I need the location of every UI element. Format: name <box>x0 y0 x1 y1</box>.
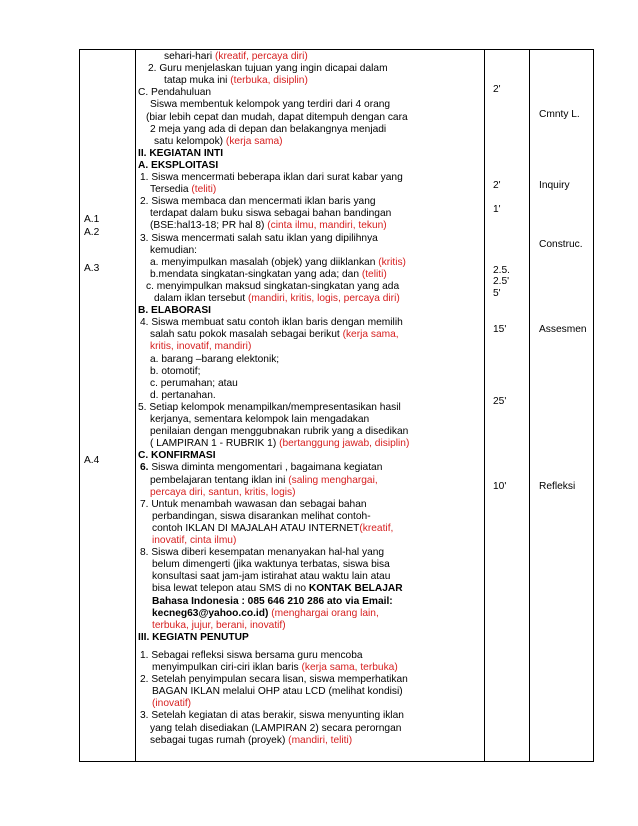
activity-line <box>150 124 386 136</box>
activity-line <box>140 462 382 474</box>
activity-line <box>164 51 308 63</box>
text-segment: 3. Siswa mencermati salah satu iklan yang dipilihnya <box>140 232 378 244</box>
text-segment: b. otomotif; <box>150 365 201 377</box>
text-segment: Bahasa Indonesia : 085 646 210 286 ato via Email: <box>152 595 393 607</box>
time-allocation: 2' <box>493 84 501 95</box>
activity-line <box>154 293 400 305</box>
activity-line <box>150 414 369 426</box>
text-segment: 6. <box>140 462 149 474</box>
activity-line <box>152 698 191 710</box>
time-allocation: 5' <box>493 288 501 299</box>
text-segment: (kerja sama, <box>342 329 399 341</box>
activity-line <box>150 475 378 487</box>
text-segment: kerjanya, sementara kelompok lain mengadakan <box>150 414 370 425</box>
text-segment: (cinta ilmu, mandiri, tekun) <box>267 220 387 232</box>
activity-line <box>140 710 404 722</box>
text-segment: BAGAN IKLAN melalui OHP atau LCD (melihat kondisi) <box>152 686 403 698</box>
activity-line <box>150 208 391 220</box>
text-segment: 5. Setiap kelompok menampilkan/mempresentasikan hasil <box>138 401 401 413</box>
method-label: Construc. <box>539 239 583 250</box>
activity-line <box>150 354 279 366</box>
text-segment: 2. Siswa membaca dan mencermati iklan baris yang <box>140 196 376 208</box>
activity-line <box>152 559 390 571</box>
time-allocation: 2' <box>493 180 501 191</box>
text-segment: belum dimengerti (jika waktunya terbatas, siswa bisa <box>152 559 390 571</box>
text-segment: kritis, inovatif, mandiri) <box>150 341 252 353</box>
activity-line <box>138 450 216 462</box>
text-segment: (kreatif, percaya diri) <box>214 51 308 62</box>
activity-line <box>150 735 352 747</box>
text-segment: tatap muka ini <box>164 75 231 87</box>
text-segment: 2. Guru menjelaskan tujuan yang ingin dicapai dalam <box>148 63 388 75</box>
text-segment: 4. Siswa membuat satu contoh iklan baris dengan memilih <box>140 317 403 329</box>
activity-line <box>140 317 403 329</box>
text-segment: pembelajaran tentang iklan ini <box>150 474 289 486</box>
time-column <box>485 50 529 761</box>
text-segment: 8. Siswa diberi kesempatan menanyakan hal-hal yang <box>140 547 385 559</box>
activity-line <box>152 608 379 620</box>
activity-line <box>148 63 388 75</box>
text-segment: (biar lebih cepat dan mudah, dapat ditempuh dengan cara <box>146 111 408 123</box>
text-segment: c. menyimpulkan maksud singkatan-singkatan yang ada <box>146 280 400 292</box>
text-segment: inovatif, cinta ilmu) <box>152 535 237 546</box>
text-segment: konsultasi saat jam-jam istirahat atau waktu lain atau <box>152 571 391 583</box>
text-segment: KONTAK BELAJAR <box>308 583 403 595</box>
activity-line <box>140 499 367 511</box>
code-column <box>80 50 135 761</box>
activity-line <box>140 674 408 686</box>
text-segment: terdapat dalam buku siswa sebagai bahan bandingan <box>150 208 392 220</box>
text-segment: bisa lewat telepon atau SMS di no <box>152 583 309 595</box>
activity-code: A.3 <box>84 263 100 274</box>
activity-line <box>138 160 218 172</box>
activity-code: A.4 <box>84 455 100 466</box>
activity-line <box>150 426 408 438</box>
text-segment: sebagai tugas rumah (proyek) <box>150 734 289 746</box>
text-segment: (mandiri, teliti) <box>288 734 353 746</box>
activity-line <box>150 184 216 196</box>
text-segment: A. EKSPLOITASI <box>138 159 219 171</box>
text-segment: a. menyimpulkan masalah (objek) yang diiklankan <box>150 256 379 268</box>
text-segment: (menghargai orang lain, <box>268 607 379 619</box>
text-segment: kecneg63@yahoo.co.id) <box>152 607 269 619</box>
activity-line <box>150 329 399 341</box>
text-segment: (mandiri, kritis, logis, percaya diri) <box>248 293 400 304</box>
activity-line <box>150 245 197 257</box>
text-segment: (bertanggung jawab, disiplin) <box>279 438 410 450</box>
text-segment: b.mendata singkatan-singkatan yang ada; dan <box>150 268 362 280</box>
activity-line <box>152 686 403 698</box>
activity-line <box>164 75 308 87</box>
text-segment: yang telah disediakan (LAMPIRAN 2) secara perorngan <box>150 722 402 734</box>
text-segment: 1. Sebagai refleksi siswa bersama guru mencoba <box>140 649 363 661</box>
text-segment: salah satu pokok masalah sebagai berikut <box>150 329 343 341</box>
activity-line <box>138 87 211 99</box>
activity-line <box>150 378 238 390</box>
activity-line <box>138 305 211 317</box>
activity-line <box>154 136 283 148</box>
text-segment: (teliti) <box>191 184 217 196</box>
text-segment: Siswa diminta mengomentari , bagaimana kegiatan <box>148 462 383 474</box>
time-allocation: 10' <box>493 481 507 492</box>
time-allocation: 25' <box>493 396 507 407</box>
text-segment: (kritis) <box>378 256 406 268</box>
activity-line <box>138 632 249 644</box>
activity-line <box>146 281 399 293</box>
activity-line <box>140 196 376 208</box>
text-segment: 2 meja yang ada di depan dan belakangnya menjadi <box>150 123 387 135</box>
method-column <box>530 50 595 761</box>
activity-line <box>150 723 401 735</box>
text-segment: II. KEGIATAN INTI <box>138 147 224 159</box>
text-segment: 7. Untuk menambah wawasan dan sebagai bahan <box>140 498 367 510</box>
text-segment: 1. Siswa mencermati beberapa iklan dari surat kabar yang <box>140 172 403 183</box>
text-segment: (saling menghargai, <box>288 474 378 486</box>
text-segment: (inovatif) <box>152 698 192 710</box>
activity-line <box>150 390 216 402</box>
time-allocation: 1' <box>493 204 501 215</box>
activity-line <box>152 523 393 535</box>
activity-line <box>146 112 408 124</box>
method-label: Assesmen <box>539 324 587 335</box>
activity-line <box>138 402 401 414</box>
activity-line <box>140 172 403 184</box>
text-segment: (teliti) <box>361 268 387 280</box>
activity-code: A.1 <box>84 214 100 225</box>
activity-line <box>152 596 393 608</box>
time-allocation: 15' <box>493 324 507 335</box>
activity-line <box>150 487 296 499</box>
activity-line <box>152 535 236 547</box>
activity-line <box>140 650 363 662</box>
text-segment: Siswa membentuk kelompok yang terdiri dari 4 orang <box>150 99 391 111</box>
text-segment: C. KONFIRMASI <box>138 450 216 462</box>
text-segment: d. pertanahan. <box>150 389 216 401</box>
text-segment: kemudian: <box>150 244 198 256</box>
activity-line <box>150 99 390 111</box>
text-segment: (kerja sama, terbuka) <box>301 662 398 673</box>
text-segment: III. KEGIATN PENUTUP <box>138 631 249 643</box>
activity-line <box>152 662 398 674</box>
activity-line <box>140 547 384 559</box>
method-label: Refleksi <box>539 481 576 492</box>
activity-line <box>152 620 286 632</box>
text-segment: (kreatif, <box>359 522 394 534</box>
activity-column <box>136 50 484 761</box>
text-segment: Tersedia <box>150 184 192 196</box>
activity-line <box>150 220 387 232</box>
text-segment: c. perumahan; atau <box>150 377 238 389</box>
text-segment: (terbuka, disiplin) <box>230 75 308 87</box>
activity-code: A.2 <box>84 227 100 238</box>
method-label: Cmnty L. <box>539 109 580 120</box>
text-segment: terbuka, jujur, berani, inovatif) <box>152 619 286 631</box>
activity-line <box>150 341 251 353</box>
text-segment: sehari-hari <box>164 51 215 62</box>
activity-line <box>152 571 390 583</box>
activity-line <box>138 148 223 160</box>
time-allocation: 2.5' <box>493 276 510 287</box>
text-segment: contoh IKLAN DI MAJALAH ATAU INTERNET <box>152 522 360 534</box>
text-segment: (BSE:hal13-18; PR hal 8) <box>150 220 268 232</box>
text-segment: ( LAMPIRAN 1 - RUBRIK 1) <box>150 438 280 450</box>
lesson-plan-table <box>79 49 594 762</box>
text-segment: satu kelompok) <box>154 135 226 147</box>
text-segment: menyimpulkan ciri-ciri iklan baris <box>152 662 302 673</box>
text-segment: 2. Setelah penyimpulan secara lisan, siswa memperhatikan <box>140 674 408 686</box>
text-segment: a. barang –barang elektonik; <box>150 353 280 365</box>
activity-line <box>150 269 387 281</box>
time-allocation: 2.5. <box>493 265 510 276</box>
activity-line <box>152 583 403 595</box>
text-segment: percaya diri, santun, kritis, logis) <box>150 486 296 498</box>
text-segment: B. ELABORASI <box>138 305 212 317</box>
activity-line <box>140 233 378 245</box>
activity-line <box>150 438 409 450</box>
method-label: Inquiry <box>539 180 570 191</box>
text-segment: (kerja sama) <box>225 135 283 147</box>
text-segment: C. Pendahuluan <box>138 87 212 99</box>
text-segment: dalam iklan tersebut <box>154 293 249 304</box>
text-segment: 3. Setelah kegiatan di atas berakir, siswa menyunting iklan <box>140 710 404 722</box>
activity-line <box>152 511 371 523</box>
text-segment: perbandingan, siswa disarankan melihat contoh- <box>152 510 371 522</box>
text-segment: penilaian dengan menggubnakan rubrik yang a disedikan <box>150 426 409 438</box>
activity-line <box>150 257 406 269</box>
activity-line <box>150 366 200 378</box>
